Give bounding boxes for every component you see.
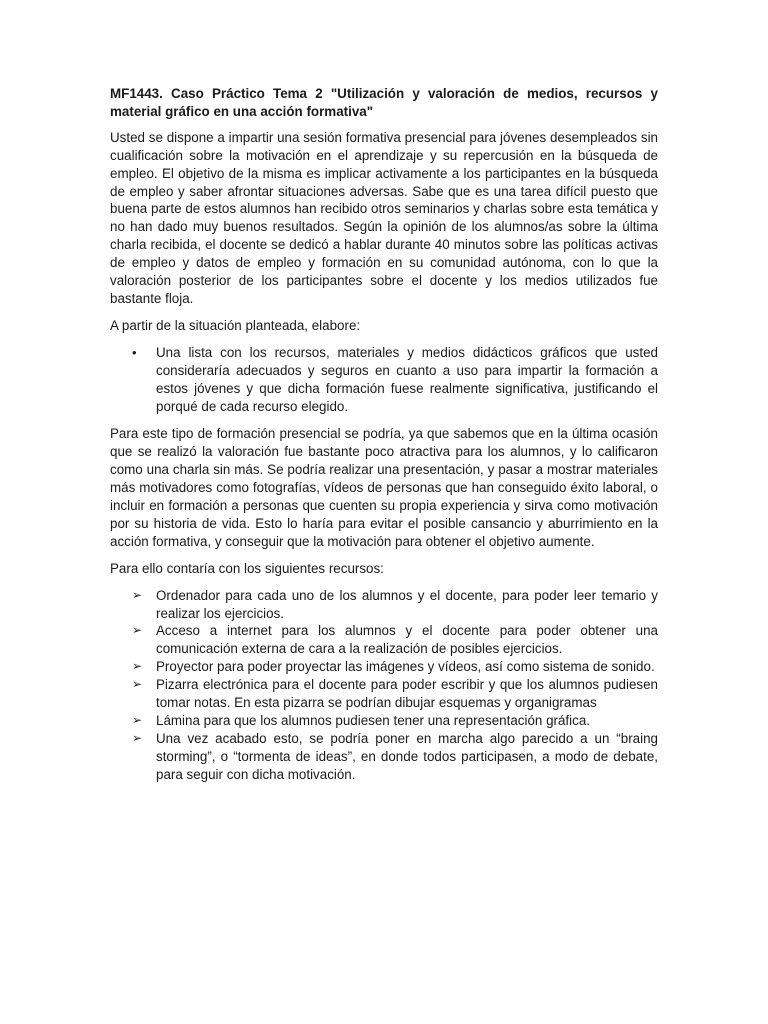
resource-item-text: Pizarra electrónica para el docente para poder escribir y que los alumnos pudiesen tomar notas. En esta pizarra se podrían dibujar esquemas y organigramas (156, 677, 658, 711)
resource-item-text: Acceso a internet para los alumnos y el docente para poder obtener una comunicación externa de cara a la realización de posibles ejercicios. (156, 623, 658, 657)
arrow-bullet-icon: ➢ (132, 713, 143, 727)
answer-paragraph: Para este tipo de formación presencial se podría, ya que sabemos que en la última ocasión que se realizó la valoración fue bastante poco atractiva para los alumnos, y lo calificaron como una charla sin más. Se podría realizar una presentación, y pasar a mostrar materiales más motivadores como fotografías, vídeos de personas que han conseguido éxito laboral, o incluir en formación a personas que cuenten su propia experiencia y sirva como motivación por su historia de vida. Esto lo haría para evitar el posible cansancio y aburrimiento en la acción formativa, y conseguir que la motivación para obtener el objetivo aumente. (110, 426, 658, 549)
resource-item-text: Lámina para que los alumnos pudiesen tener una representación gráfica. (156, 713, 590, 728)
intro-paragraph: Usted se dispone a impartir una sesión formativa presencial para jóvenes desempleados sin cualificación sobre la motivación en el aprendizaje y su repercusión en la búsqueda de empleo. El objetivo de la misma es implicar activamente a los participantes en la búsqueda de empleo y saber afrontar situaciones adversas. Sabe que es una tarea difícil puesto que buena parte de estos alumnos han recibido otros seminarios y charlas sobre esta temática y no han dado muy buenos resultados. Según la opinión de los alumnos/as sobre la última charla recibida, el docente se dedicó a hablar durante 40 minutos sobre las políticas activas de empleo y datos de empleo y formación en su comunidad autónoma, con lo que la valoración posterior de los participantes sobre el docente y los medios utilizados fue bastante floja. (110, 129, 658, 306)
resource-item (110, 676, 658, 712)
resource-item (110, 587, 658, 623)
resource-item (110, 658, 658, 676)
task-list-item (110, 344, 658, 416)
arrow-bullet-icon: ➢ (132, 587, 143, 602)
resource-item (110, 622, 658, 658)
resource-item-text: Una vez acabado esto, se podría poner en marcha algo parecido a un “braing storming”, o “tormenta de ideas”, en donde todos participasen, a modo de debate, para seguir con dicha motivación. (156, 730, 658, 782)
arrow-bullet-icon: ➢ (132, 677, 143, 692)
task-list (110, 344, 658, 416)
resource-item-text: Proyector para poder proyectar las imágenes y vídeos, así como sistema de sonido. (156, 659, 655, 675)
arrow-bullet-icon: ➢ (132, 623, 143, 638)
arrow-bullet-icon: ➢ (132, 730, 143, 745)
resources-list (110, 587, 658, 784)
resource-item-text: Ordenador para cada uno de los alumnos y el docente, para poder leer temario y realizar los ejercicios. (156, 587, 658, 621)
resources-intro: Para ello contaría con los siguientes recursos: (110, 560, 384, 576)
resource-item (110, 712, 658, 730)
task-list-item-text: Una lista con los recursos, materiales y medios didácticos gráficos que usted consideraría adecuados y seguros en cuanto a uso para impartir la formación a estos jóvenes y que dicha formación fuese realmente significativa, justificando el porqué de cada recurso elegido. (156, 344, 658, 414)
bullet-dot-icon: • (132, 344, 137, 360)
document-title: MF1443. Caso Práctico Tema 2 "Utilización y valoración de medios, recursos y material gráfico en una acción formativa" (110, 86, 658, 119)
instruction-paragraph: A partir de la situación planteada, elabore: (110, 317, 361, 333)
arrow-bullet-icon: ➢ (132, 659, 143, 674)
resource-item (110, 730, 658, 784)
document-page (110, 85, 658, 784)
